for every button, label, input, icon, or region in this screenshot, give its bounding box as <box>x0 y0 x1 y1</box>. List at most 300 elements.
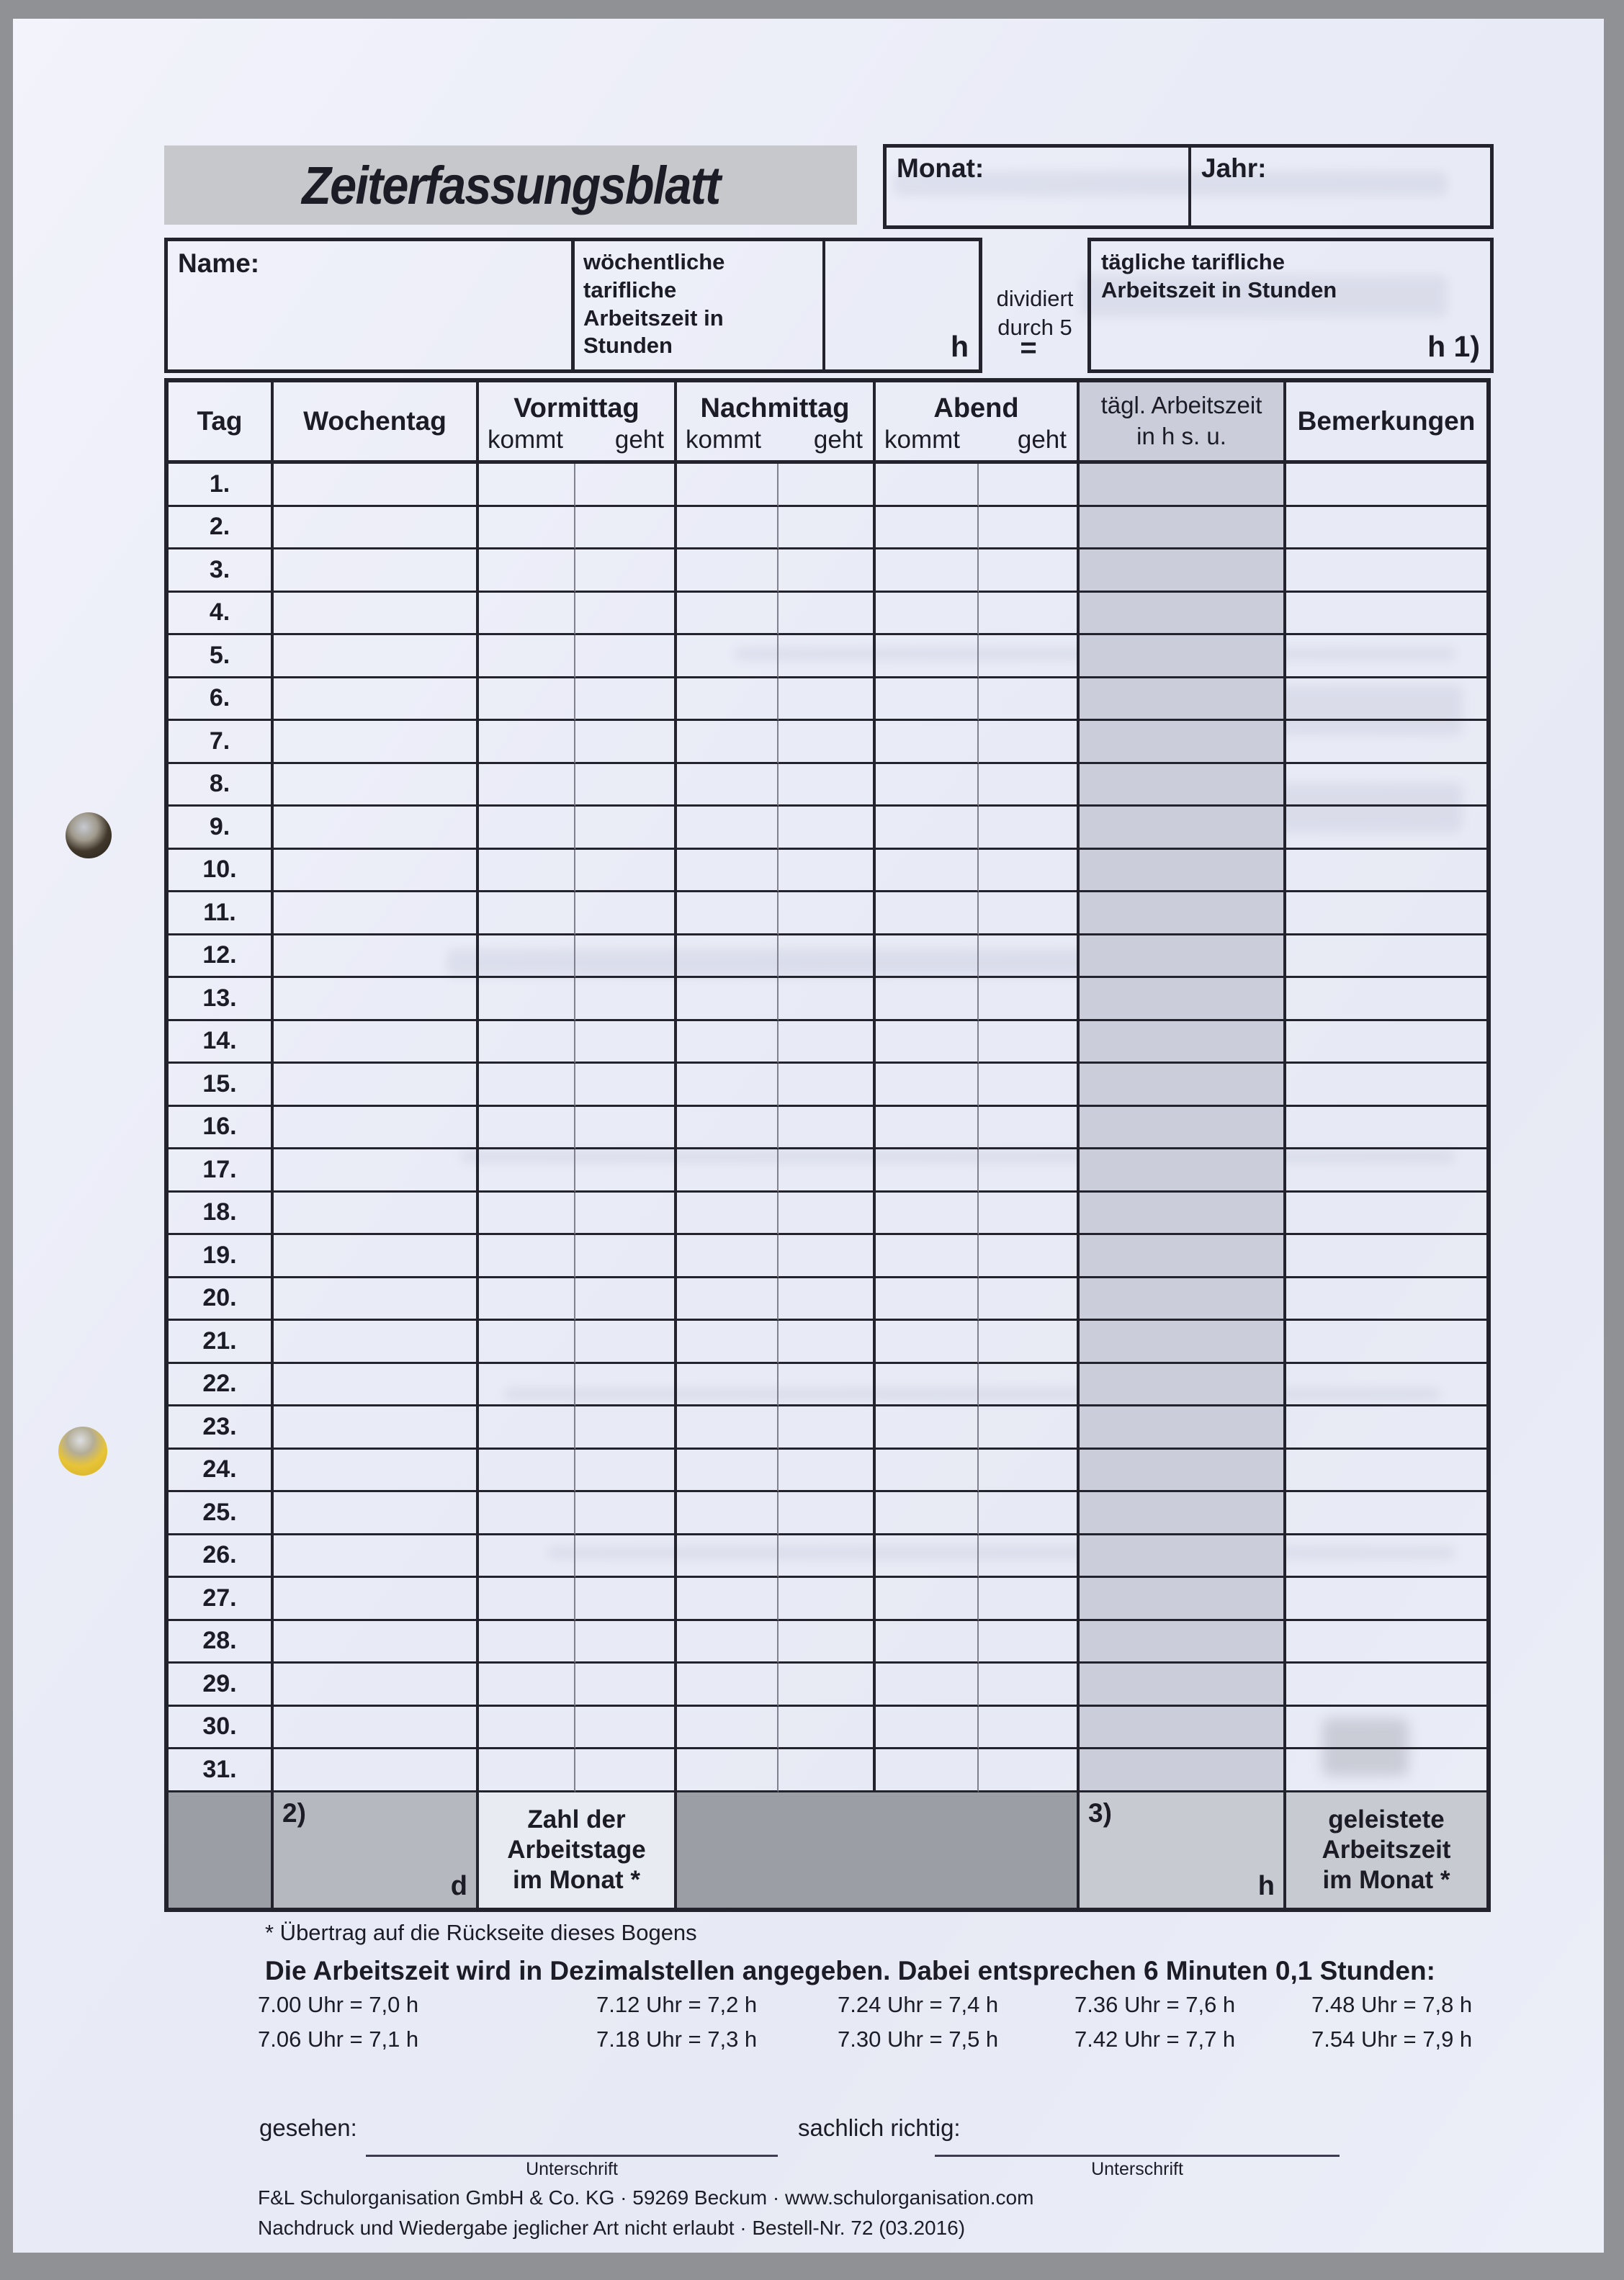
time-conversion-item: 7.42 Uhr = 7,7 h <box>1075 2027 1236 2052</box>
days-unit: d <box>450 1871 467 1901</box>
summary-worked-label-cell <box>1286 1792 1486 1908</box>
abend-geht-cell <box>979 1278 1080 1321</box>
abend-geht-cell <box>979 1578 1080 1621</box>
weekday-cell <box>274 1193 479 1236</box>
vormittag-kommt-cell <box>479 549 575 593</box>
abend-geht-cell <box>979 635 1080 678</box>
abend-kommt-cell <box>876 1492 979 1535</box>
nachmittag-kommt-cell <box>677 635 779 678</box>
bemerkungen-cell <box>1286 1064 1486 1107</box>
taegl-arbeitszeit-cell <box>1080 549 1286 593</box>
nachmittag-geht-cell <box>779 549 876 593</box>
vormittag-geht-cell <box>575 1664 677 1707</box>
abend-kommt-cell <box>876 935 979 979</box>
taegl-arbeitszeit-cell <box>1080 507 1286 550</box>
abend-geht-cell <box>979 1621 1080 1664</box>
time-conversion-item: 7.54 Uhr = 7,9 h <box>1311 2027 1473 2052</box>
abend-geht-cell <box>979 1406 1080 1450</box>
nachmittag-kommt-cell <box>677 764 779 807</box>
weekday-cell <box>274 1021 479 1064</box>
abend-geht-cell <box>979 1450 1080 1493</box>
taegl-arbeitszeit-cell <box>1080 935 1286 979</box>
bemerkungen-cell <box>1286 1321 1486 1364</box>
day-number-cell: 25. <box>169 1492 274 1535</box>
abend-geht-cell <box>979 892 1080 935</box>
bemerkungen-cell <box>1286 1021 1486 1064</box>
day-number-cell: 16. <box>169 1107 274 1150</box>
nachmittag-kommt-cell <box>677 850 779 893</box>
taegl-arbeitszeit-cell <box>1080 1707 1286 1750</box>
vormittag-geht-cell <box>575 850 677 893</box>
bemerkungen-cell <box>1286 1578 1486 1621</box>
taegl-arbeitszeit-cell <box>1080 1749 1286 1792</box>
weekday-cell <box>274 549 479 593</box>
vormittag-geht-cell <box>575 1406 677 1450</box>
nachmittag-geht-cell <box>779 1707 876 1750</box>
taegl-arbeitszeit-cell <box>1080 593 1286 636</box>
workdays-label-line1: Zahl der <box>527 1805 626 1834</box>
bemerkungen-cell <box>1286 807 1486 850</box>
nachmittag-kommt-cell <box>677 1707 779 1750</box>
bemerkungen-cell <box>1286 935 1486 979</box>
vormittag-geht-cell <box>575 1450 677 1493</box>
abend-kommt-cell <box>876 549 979 593</box>
vormittag-geht-cell <box>575 1193 677 1236</box>
weekday-cell <box>274 935 479 979</box>
weekday-cell <box>274 1535 479 1579</box>
abend-kommt-cell <box>876 764 979 807</box>
time-conversion-item: 7.18 Uhr = 7,3 h <box>596 2027 758 2052</box>
abend-geht-cell <box>979 807 1080 850</box>
weekday-cell <box>274 1278 479 1321</box>
vormittag-geht-cell <box>575 1321 677 1364</box>
divided-line1: dividiert <box>996 286 1074 311</box>
summary-blank-tag-cell <box>169 1792 274 1908</box>
weekday-cell <box>274 1364 479 1407</box>
vormittag-geht-cell <box>575 1621 677 1664</box>
vormittag-geht-cell <box>575 721 677 764</box>
bemerkungen-cell <box>1286 764 1486 807</box>
nachmittag-kommt-cell <box>677 1535 779 1579</box>
workdays-label-line2: Arbeitstage <box>507 1835 646 1864</box>
weekly-hours-unit: h <box>950 330 969 363</box>
bemerkungen-cell <box>1286 635 1486 678</box>
abend-geht-cell <box>979 1492 1080 1535</box>
bemerkungen-cell <box>1286 1278 1486 1321</box>
day-number-cell: 8. <box>169 764 274 807</box>
nachmittag-geht-cell <box>779 935 876 979</box>
conversion-row-1 <box>258 1992 1472 2018</box>
vormittag-kommt-cell <box>479 1535 575 1579</box>
vormittag-geht-cell <box>575 935 677 979</box>
abend-geht-cell <box>979 549 1080 593</box>
taegl-arbeitszeit-cell <box>1080 1064 1286 1107</box>
header-tag: Tag <box>169 382 274 464</box>
publisher-line: F&L Schulorganisation GmbH & Co. KG · 59269 Beckum · www.schulorganisation.com <box>258 2186 1034 2209</box>
day-number-cell: 20. <box>169 1278 274 1321</box>
vormittag-kommt-cell <box>479 1707 575 1750</box>
nachmittag-geht-cell <box>779 507 876 550</box>
weekday-cell <box>274 678 479 722</box>
nachmittag-geht-cell <box>779 1364 876 1407</box>
bemerkungen-cell <box>1286 1664 1486 1707</box>
day-number-cell: 9. <box>169 807 274 850</box>
day-number-cell: 19. <box>169 1235 274 1278</box>
nachmittag-geht-cell <box>779 1664 876 1707</box>
vormittag-geht-cell <box>575 1107 677 1150</box>
nachmittag-geht-cell <box>779 807 876 850</box>
day-number-cell: 15. <box>169 1064 274 1107</box>
abend-geht-cell <box>979 1535 1080 1579</box>
taegl-arbeitszeit-cell <box>1080 1278 1286 1321</box>
worked-label-line3: im Monat * <box>1322 1865 1450 1894</box>
taegl-arbeitszeit-cell <box>1080 1535 1286 1579</box>
vormittag-kommt-cell <box>479 807 575 850</box>
header-bemerkungen: Bemerkungen <box>1286 382 1486 464</box>
title-bar <box>164 145 857 225</box>
vormittag-kommt-cell <box>479 1492 575 1535</box>
weekday-cell <box>274 1321 479 1364</box>
nachmittag-kommt-cell <box>677 807 779 850</box>
vormittag-kommt-cell <box>479 1064 575 1107</box>
nachmittag-kommt-cell <box>677 1664 779 1707</box>
taegl-arbeitszeit-cell <box>1080 1107 1286 1150</box>
summary-workdays-label-cell <box>479 1792 677 1908</box>
nachmittag-geht-cell <box>779 1021 876 1064</box>
day-number-cell: 4. <box>169 593 274 636</box>
weekday-cell <box>274 464 479 507</box>
weekday-cell <box>274 850 479 893</box>
workdays-label-line3: im Monat * <box>513 1865 640 1894</box>
taegl-arbeitszeit-cell <box>1080 1149 1286 1193</box>
abend-kommt-cell <box>876 1235 979 1278</box>
abend-geht-cell <box>979 1364 1080 1407</box>
day-number-cell: 28. <box>169 1621 274 1664</box>
bemerkungen-cell <box>1286 1193 1486 1236</box>
nachmittag-geht-cell <box>779 593 876 636</box>
taegl-arbeitszeit-cell <box>1080 807 1286 850</box>
weekday-cell <box>274 1406 479 1450</box>
abend-geht-cell <box>979 935 1080 979</box>
nachmittag-geht-cell <box>779 1107 876 1150</box>
taegl-arbeitszeit-cell <box>1080 1235 1286 1278</box>
nachmittag-kommt-cell <box>677 1321 779 1364</box>
bemerkungen-cell <box>1286 892 1486 935</box>
vormittag-kommt-cell <box>479 978 575 1021</box>
day-number-cell: 10. <box>169 850 274 893</box>
nachmittag-geht-cell <box>779 1235 876 1278</box>
day-number-cell: 18. <box>169 1193 274 1236</box>
weekday-cell <box>274 1107 479 1150</box>
nachmittag-kommt-cell <box>677 1278 779 1321</box>
header-abend <box>876 382 1080 464</box>
nachmittag-kommt-cell <box>677 678 779 722</box>
time-conversion-item: 7.36 Uhr = 7,6 h <box>1075 1992 1236 2017</box>
nachmittag-kommt-cell <box>677 1406 779 1450</box>
vormittag-kommt-cell <box>479 593 575 636</box>
taegl-arbeitszeit-cell <box>1080 764 1286 807</box>
nachmittag-kommt-cell <box>677 978 779 1021</box>
nachmittag-geht-cell <box>779 1450 876 1493</box>
bemerkungen-cell <box>1286 1535 1486 1579</box>
day-number-cell: 2. <box>169 507 274 550</box>
abend-kommt-cell <box>876 892 979 935</box>
nachmittag-kommt-cell <box>677 1621 779 1664</box>
vormittag-kommt-cell <box>479 635 575 678</box>
taegl-arbeitszeit-cell <box>1080 892 1286 935</box>
abend-kommt-cell <box>876 1578 979 1621</box>
nachmittag-kommt-cell <box>677 1149 779 1193</box>
decimal-heading: Die Arbeitszeit wird in Dezimalstellen angegeben. Dabei entsprechen 6 Minuten 0,1 Stunden: <box>265 1956 1435 1985</box>
abend-kommt-cell <box>876 1321 979 1364</box>
abend-geht-cell <box>979 764 1080 807</box>
nachmittag-kommt-cell <box>677 1064 779 1107</box>
vormittag-kommt-cell <box>479 1664 575 1707</box>
day-number-cell: 7. <box>169 721 274 764</box>
bemerkungen-cell <box>1286 1235 1486 1278</box>
header-abend-title: Abend <box>933 393 1019 423</box>
weekday-cell <box>274 764 479 807</box>
vormittag-geht-cell <box>575 593 677 636</box>
weekday-cell <box>274 1707 479 1750</box>
time-conversion-item: 7.12 Uhr = 7,2 h <box>596 1992 758 2017</box>
vormittag-kommt-cell <box>479 1278 575 1321</box>
abend-kommt-cell <box>876 1535 979 1579</box>
bemerkungen-cell <box>1286 464 1486 507</box>
time-conversion-item: 7.00 Uhr = 7,0 h <box>258 1992 419 2017</box>
weekday-cell <box>274 978 479 1021</box>
abend-geht-cell <box>979 1321 1080 1364</box>
abend-geht-cell <box>979 1707 1080 1750</box>
seen-label: gesehen: <box>259 2114 357 2141</box>
weekday-cell <box>274 507 479 550</box>
taegl-arbeitszeit-cell <box>1080 1021 1286 1064</box>
abend-geht-cell <box>979 1064 1080 1107</box>
nachmittag-geht-cell <box>779 1749 876 1792</box>
weekday-cell <box>274 807 479 850</box>
nachmittag-kommt-cell <box>677 1235 779 1278</box>
bemerkungen-cell <box>1286 1107 1486 1150</box>
header-wochentag: Wochentag <box>274 382 479 464</box>
vormittag-kommt-cell <box>479 1749 575 1792</box>
abend-kommt-cell <box>876 678 979 722</box>
vormittag-geht-cell <box>575 892 677 935</box>
bemerkungen-cell <box>1286 1406 1486 1450</box>
nachmittag-geht-cell <box>779 1321 876 1364</box>
bemerkungen-cell <box>1286 1450 1486 1493</box>
abend-kommt-cell <box>876 1406 979 1450</box>
time-conversion-item: 7.48 Uhr = 7,8 h <box>1311 1992 1473 2017</box>
time-table <box>164 378 1491 1912</box>
vormittag-kommt-cell <box>479 1621 575 1664</box>
header-nachmittag-geht: geht <box>813 426 863 454</box>
weekday-cell <box>274 1749 479 1792</box>
vormittag-geht-cell <box>575 507 677 550</box>
nachmittag-kommt-cell <box>677 593 779 636</box>
taegl-arbeitszeit-cell <box>1080 1621 1286 1664</box>
abend-kommt-cell <box>876 1621 979 1664</box>
summary-workdays-value-cell <box>274 1792 479 1908</box>
bemerkungen-cell <box>1286 549 1486 593</box>
vormittag-geht-cell <box>575 549 677 593</box>
nachmittag-geht-cell <box>779 464 876 507</box>
abend-geht-cell <box>979 850 1080 893</box>
divided-line2: durch 5 <box>997 315 1072 341</box>
abend-geht-cell <box>979 464 1080 507</box>
abend-kommt-cell <box>876 807 979 850</box>
day-number-cell: 6. <box>169 678 274 722</box>
taegl-arbeitszeit-cell <box>1080 1364 1286 1407</box>
daily-hours-unit: h 1) <box>1427 330 1480 363</box>
taegl-arbeitszeit-cell <box>1080 1193 1286 1236</box>
taegl-arbeitszeit-cell <box>1080 1664 1286 1707</box>
punch-hole-icon <box>66 812 112 858</box>
day-number-cell: 11. <box>169 892 274 935</box>
weekly-hours-label <box>575 241 825 369</box>
name-field <box>164 238 575 373</box>
nachmittag-kommt-cell <box>677 1021 779 1064</box>
abend-geht-cell <box>979 1107 1080 1150</box>
taegl-arbeitszeit-cell <box>1080 678 1286 722</box>
weekly-hours-label-line1: wöchentliche tarifliche <box>583 249 725 302</box>
day-number-cell: 5. <box>169 635 274 678</box>
vormittag-geht-cell <box>575 678 677 722</box>
nachmittag-kommt-cell <box>677 1107 779 1150</box>
worked-label-line2: Arbeitszeit <box>1322 1835 1451 1864</box>
weekday-cell <box>274 1492 479 1535</box>
vormittag-geht-cell <box>575 1749 677 1792</box>
abend-geht-cell <box>979 721 1080 764</box>
carryover-note: * Übertrag auf die Rückseite dieses Bogens <box>265 1920 697 1945</box>
nachmittag-geht-cell <box>779 764 876 807</box>
vormittag-kommt-cell <box>479 1149 575 1193</box>
taegl-arbeitszeit-cell <box>1080 1450 1286 1493</box>
nachmittag-geht-cell <box>779 892 876 935</box>
month-year-box <box>883 144 1494 229</box>
taegl-arbeitszeit-cell <box>1080 721 1286 764</box>
nachmittag-geht-cell <box>779 635 876 678</box>
worked-label-line1: geleistete <box>1328 1805 1445 1834</box>
day-number-cell: 22. <box>169 1364 274 1407</box>
header-vormittag-geht: geht <box>614 426 664 454</box>
bemerkungen-cell <box>1286 678 1486 722</box>
name-label: Name: <box>178 248 260 278</box>
taegl-arbeitszeit-cell <box>1080 635 1286 678</box>
year-field: Jahr: <box>1201 153 1267 183</box>
weekday-cell <box>274 721 479 764</box>
bemerkungen-cell <box>1286 1749 1486 1792</box>
abend-kommt-cell <box>876 721 979 764</box>
day-number-cell: 29. <box>169 1664 274 1707</box>
nachmittag-geht-cell <box>779 1064 876 1107</box>
abend-geht-cell <box>979 1021 1080 1064</box>
vormittag-geht-cell <box>575 635 677 678</box>
bemerkungen-cell <box>1286 850 1486 893</box>
bemerkungen-cell <box>1286 1149 1486 1193</box>
hours-unit: h <box>1257 1871 1275 1901</box>
nachmittag-geht-cell <box>779 678 876 722</box>
abend-kommt-cell <box>876 1149 979 1193</box>
copyright-line: Nachdruck und Wiedergabe jeglicher Art nicht erlaubt · Bestell-Nr. 72 (03.2016) <box>258 2217 966 2239</box>
day-number-cell: 17. <box>169 1149 274 1193</box>
nachmittag-kommt-cell <box>677 721 779 764</box>
day-number-cell: 23. <box>169 1406 274 1450</box>
abend-kommt-cell <box>876 1278 979 1321</box>
punch-hole-icon <box>58 1427 107 1476</box>
vormittag-geht-cell <box>575 807 677 850</box>
abend-kommt-cell <box>876 1193 979 1236</box>
vormittag-kommt-cell <box>479 1235 575 1278</box>
abend-geht-cell <box>979 1235 1080 1278</box>
seen-signature-caption: Unterschrift <box>526 2159 618 2179</box>
taegl-arbeitszeit-cell <box>1080 464 1286 507</box>
taegl-arbeitszeit-cell <box>1080 850 1286 893</box>
weekly-hours-entry <box>825 241 979 369</box>
vormittag-kommt-cell <box>479 1406 575 1450</box>
nachmittag-kommt-cell <box>677 892 779 935</box>
vormittag-kommt-cell <box>479 1321 575 1364</box>
nachmittag-geht-cell <box>779 1578 876 1621</box>
vormittag-kommt-cell <box>479 678 575 722</box>
vormittag-kommt-cell <box>479 1578 575 1621</box>
vormittag-kommt-cell <box>479 850 575 893</box>
bemerkungen-cell <box>1286 978 1486 1021</box>
abend-kommt-cell <box>876 1664 979 1707</box>
daily-hours-label-line2: Arbeitszeit in Stunden <box>1101 277 1337 302</box>
header-taegl-line2: in h s. u. <box>1136 423 1226 449</box>
abend-kommt-cell <box>876 593 979 636</box>
nachmittag-geht-cell <box>779 1535 876 1579</box>
vormittag-kommt-cell <box>479 721 575 764</box>
divided-by-five <box>982 245 1087 367</box>
correct-label: sachlich richtig: <box>798 2114 961 2141</box>
header-abend-kommt: kommt <box>884 426 960 454</box>
header-vormittag <box>479 382 677 464</box>
nachmittag-geht-cell <box>779 1406 876 1450</box>
abend-geht-cell <box>979 593 1080 636</box>
page-title: Zeiterfassungsblatt <box>301 155 720 215</box>
nachmittag-kommt-cell <box>677 1578 779 1621</box>
vormittag-kommt-cell <box>479 892 575 935</box>
abend-kommt-cell <box>876 1064 979 1107</box>
day-number-cell: 27. <box>169 1578 274 1621</box>
daily-hours-label <box>1091 241 1490 312</box>
header-nachmittag-title: Nachmittag <box>700 393 850 423</box>
vormittag-geht-cell <box>575 978 677 1021</box>
vormittag-geht-cell <box>575 1235 677 1278</box>
nachmittag-kommt-cell <box>677 1364 779 1407</box>
abend-kommt-cell <box>876 464 979 507</box>
taegl-arbeitszeit-cell <box>1080 1492 1286 1535</box>
weekday-cell <box>274 1235 479 1278</box>
taegl-arbeitszeit-cell <box>1080 1578 1286 1621</box>
bemerkungen-cell <box>1286 507 1486 550</box>
conversion-row-2 <box>258 2027 1472 2052</box>
vormittag-geht-cell <box>575 1149 677 1193</box>
nachmittag-geht-cell <box>779 850 876 893</box>
nachmittag-kommt-cell <box>677 935 779 979</box>
day-number-cell: 24. <box>169 1450 274 1493</box>
header-vormittag-kommt: kommt <box>488 426 563 454</box>
bemerkungen-cell <box>1286 593 1486 636</box>
time-conversion-item: 7.06 Uhr = 7,1 h <box>258 2027 419 2052</box>
nachmittag-kommt-cell <box>677 1193 779 1236</box>
vormittag-geht-cell <box>575 1064 677 1107</box>
weekly-hours-box <box>571 238 982 373</box>
abend-kommt-cell <box>876 1749 979 1792</box>
footnote-3-marker: 3) <box>1088 1797 1112 1828</box>
vormittag-geht-cell <box>575 1535 677 1579</box>
